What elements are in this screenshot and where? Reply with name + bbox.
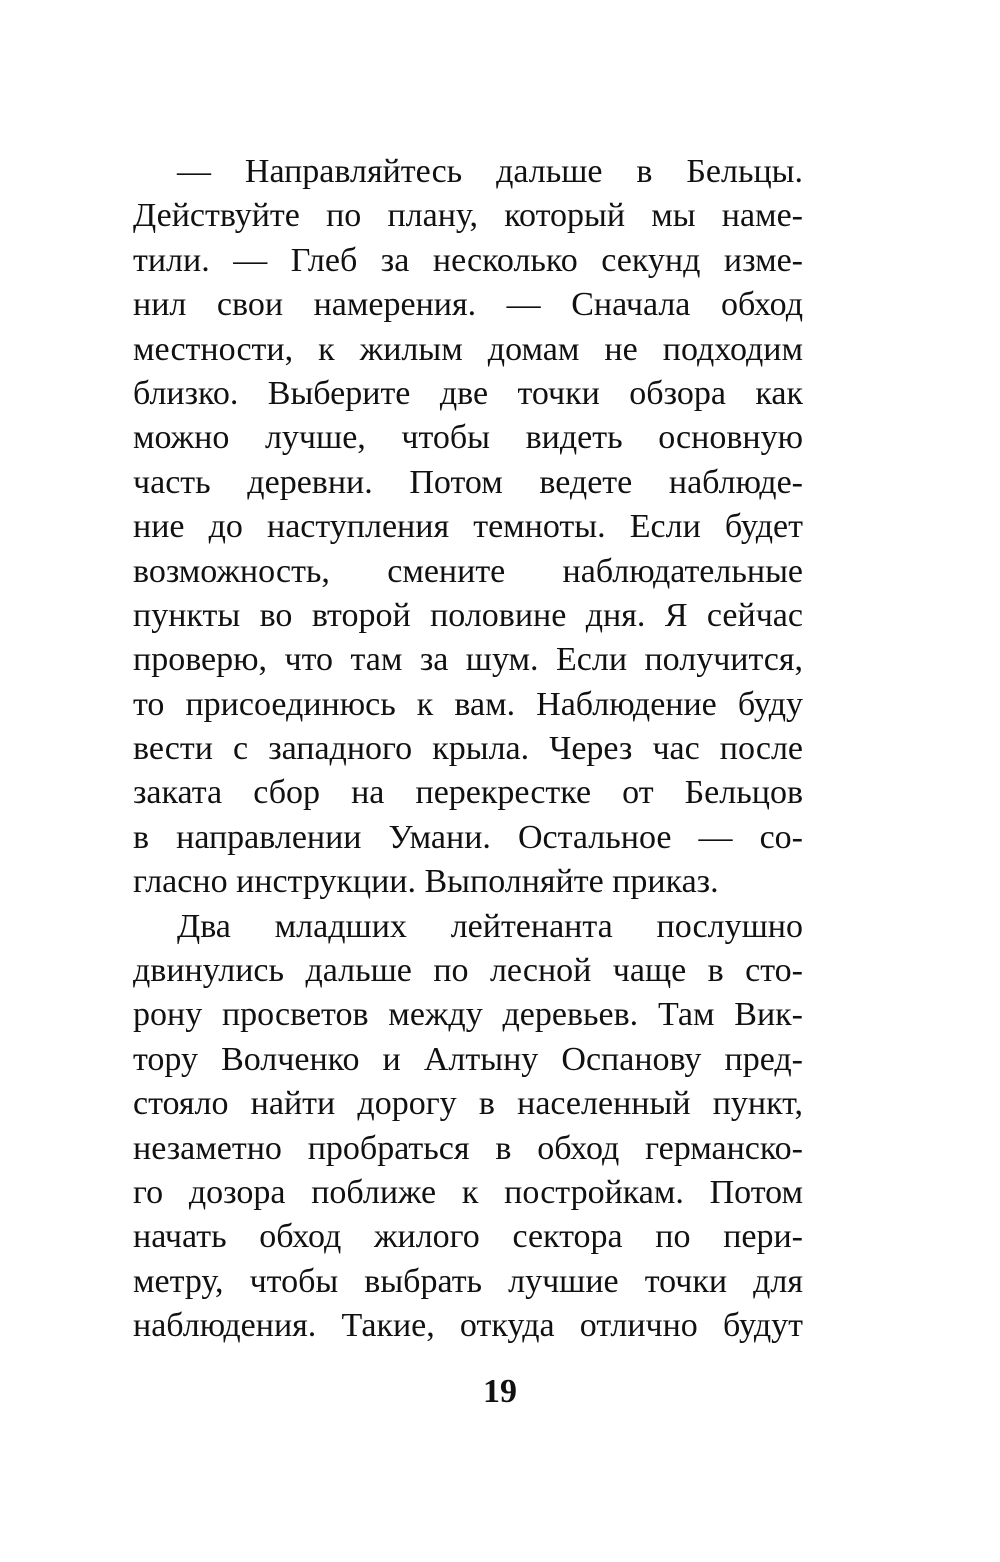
text-line: вести с западного крыла. Через час после [133, 730, 803, 768]
page-number: 19 [483, 1373, 517, 1410]
text-line: Два младших лейтенанта послушно [177, 907, 803, 945]
body-text [133, 150, 803, 1349]
text-line: — Направляйтесь дальше в Бельцы. [177, 153, 803, 190]
text-line: ние до наступления темноты. Если будет [133, 508, 803, 546]
text-line: заката сбор на перекрестке от Бельцов [133, 774, 803, 812]
text-line: метру, чтобы выбрать лучшие точки для [133, 1262, 803, 1300]
text-line: тору Волченко и Алтыну Оспанову пред- [133, 1040, 803, 1078]
text-line: проверю, что там за шум. Если получится, [133, 641, 803, 679]
text-line: Действуйте по плану, который мы наме- [133, 197, 803, 235]
text-line: местности, к жилым домам не подходим [133, 330, 803, 368]
text-line: можно лучше, чтобы видеть основную [133, 419, 803, 457]
text-line: нил свои намерения. — Сначала обход [133, 286, 803, 324]
text-line: начать обход жилого сектора по пери- [133, 1218, 803, 1256]
text-line: гласно инструкции. Выполняйте приказ. [133, 863, 719, 901]
text-line: двинулись дальше по лесной чаще в сто- [133, 952, 803, 990]
text-line: пункты во второй половине дня. Я сейчас [133, 596, 803, 634]
text-line: часть деревни. Потом ведете наблюде- [133, 463, 803, 501]
text-line: го дозора поближе к постройкам. Потом [133, 1173, 803, 1211]
text-line: рону просветов между деревьев. Там Вик- [133, 996, 803, 1034]
text-line: возможность, смените наблюдательные [133, 552, 803, 590]
text-line: тили. — Глеб за несколько секунд изме- [133, 241, 803, 279]
text-line: наблюдения. Такие, откуда отлично будут [133, 1307, 803, 1345]
text-line: близко. Выберите две точки обзора как [133, 374, 803, 412]
text-line: незаметно пробраться в обход германско- [133, 1129, 803, 1167]
text-line: то присоединюсь к вам. Наблюдение буду [133, 685, 803, 723]
text-line: в направлении Умани. Остальное — со- [133, 818, 803, 856]
text-line: стояло найти дорогу в населенный пункт, [133, 1085, 803, 1123]
